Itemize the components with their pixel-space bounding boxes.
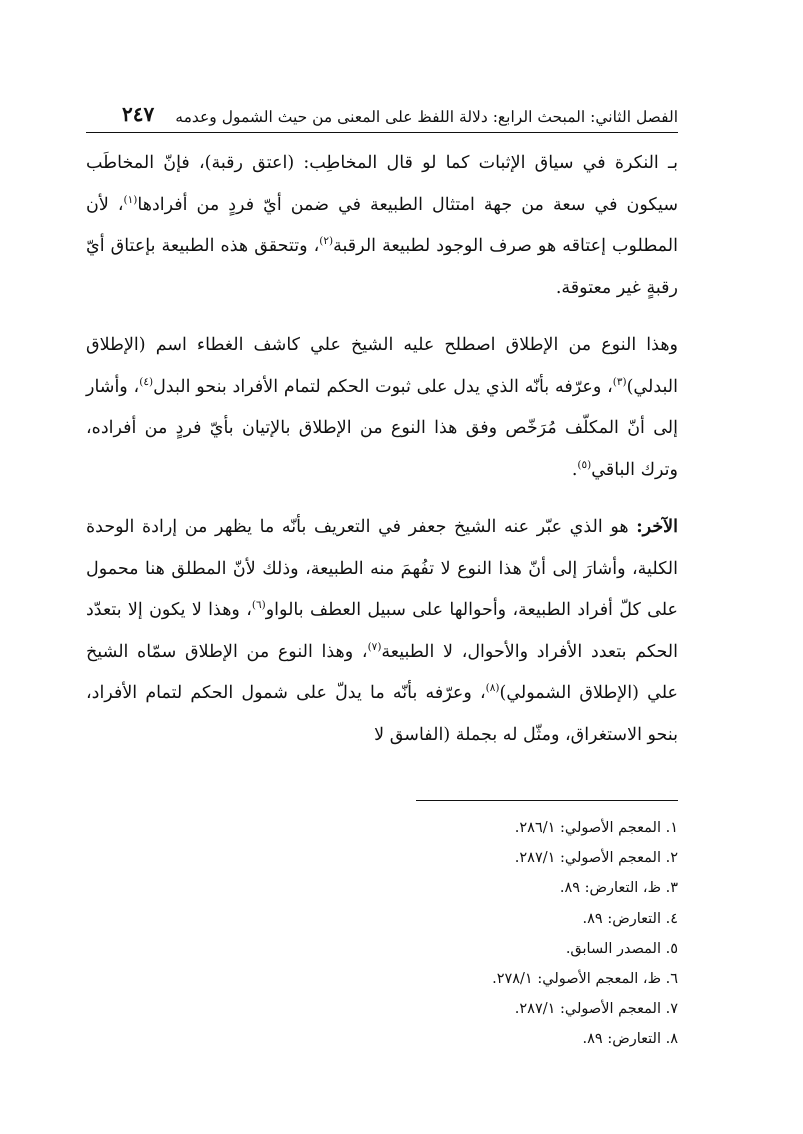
paragraph-text: ، وأشار إلى أنّ المكلّف مُرَخّص وفق هذا النوع من الإطلاق بالإتيان بأيّ فردٍ من أفراده، وترك الباقي [86,376,678,480]
footnote-marker: (٤) [139,375,154,388]
footnote-marker: (٨) [485,682,500,695]
footnotes-list [86,813,678,1055]
paragraph-text: هو الذي عبّر عنه الشيخ جعفر في التعريف بأنّه ما يظهر من إرادة الوحدة الكلية، وأشارَ إلى أنّ هذا النوع لا تفُهمَ منه الطبيعة، وذلك لأنّ المطلق هنا محمول على كلّ أفراد الطبيعة، وأحوالها على سبيل العطف بالواو [86,517,678,620]
paragraph [86,507,678,756]
paragraph-text: ، وهذا لا يكون إلا بتعدّد الحكم بتعدد الأفراد والأحوال، لا الطبيعة [86,600,679,662]
footnote: ٣. ظ، التعارض: ٨٩. [559,880,678,897]
paragraph-text: وهذا النوع من الإطلاق اصطلح عليه الشيخ علي كاشف الغطاء اسم (الإطلاق البدلي) [86,335,678,397]
paragraph-text: بـ النكرة في سياق الإثبات كما لو قال المخاطِب: (اعتق رقبة)، فإنّ المخاطَب سيكون في سعة من جهة امتثال الطبيعة في ضمن أيّ فردٍ من أفرادها [86,153,678,215]
footnote: ٦. ظ، المعجم الأصولي: ٢٧٨/١. [492,970,678,987]
main-text [86,143,678,756]
footnote-marker: (٥) [577,458,592,471]
paragraph-lead-word: الآخر: [636,517,678,537]
footnote-marker: (٦) [251,599,266,612]
page-number: ٢٤٧ [122,102,155,126]
paragraph [86,325,678,491]
footnote: ٧. المعجم الأصولي: ٢٨٧/١. [514,1001,678,1018]
chapter-title: الفصل الثاني: المبحث الرابع: دلالة اللفظ على المعنى من حيث الشمول وعدمه [175,108,678,126]
paragraph-text: ، وعرّفه بأنّه الذي يدل على ثبوت الحكم لتمام الأفراد بنحو البدل [153,376,613,397]
paragraph-text: ، وعرّفه بأنّه ما يدلّ على شمول الحكم لتمام الأفراد، بنحو الاستغراق، ومثّل له بجملة (الفاسق لا [86,683,678,745]
paragraph-text: ، وتتحقق هذه الطبيعة بإعتاق أيّ رقبةٍ غير معتوقة. [86,236,678,298]
footnote-marker: (١) [123,193,138,206]
footnote: ٢. المعجم الأصولي: ٢٨٧/١. [514,850,678,867]
paragraph-text: . [571,459,578,480]
footnote-marker: (٣) [612,375,627,388]
paragraph-text: ، وهذا النوع من الإطلاق سمّاه الشيخ علي (الإطلاق الشمولي) [86,641,678,703]
footnote-marker: (٧) [367,640,382,653]
footnote: ١. المعجم الأصولي: ٢٨٦/١. [514,820,678,836]
running-header [86,86,678,133]
footnote: ٨. التعارض: ٨٩. [582,1031,678,1048]
book-page [86,86,678,1106]
footnote-marker: (٢) [319,235,334,248]
footnote: ٤. التعارض: ٨٩. [582,910,678,927]
paragraph [86,143,678,309]
paragraph-text: ، لأن المطلوب إعتاقه هو صرف الوجود لطبيعة الرقبة [86,194,678,256]
footnote-divider [416,800,678,801]
footnote: ٥. المصدر السابق. [565,940,678,957]
